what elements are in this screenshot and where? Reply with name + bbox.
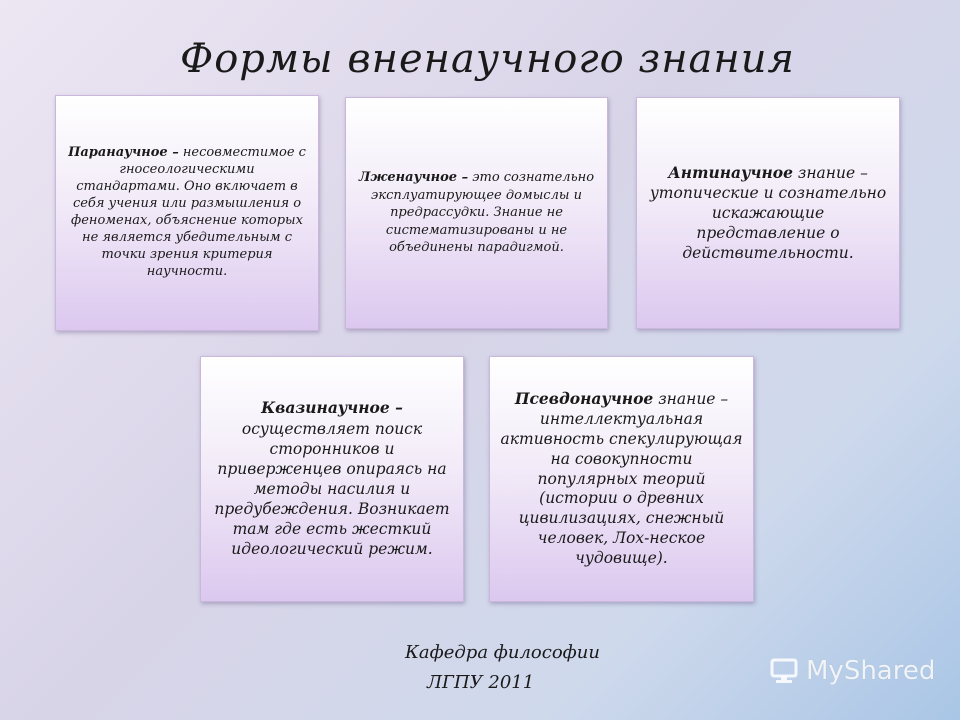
card-kvazinauchnoe — [200, 356, 464, 602]
card-text — [356, 169, 597, 257]
card-term: Квазинаучное – — [261, 398, 403, 418]
card-text — [211, 398, 453, 559]
card-description: осуществляет поиск сторонников и приверженцев опираясь на методы насилия и предубеждения. Возникает там где есть жесткий идеологический режим. — [214, 419, 450, 559]
card-antinauchnoe — [636, 97, 900, 329]
card-text — [66, 145, 308, 280]
footer-university-year: ЛГПУ 2011 — [427, 672, 535, 693]
slide-title: Формы вненаучного знания — [180, 36, 795, 82]
card-description: это сознательно эксплуатирующее домыслы и предрассудки. Знание не систематизированы и не объединены парадигмой. — [371, 170, 595, 256]
card-psevdonauchnoe — [489, 356, 754, 602]
card-term: Лженаучное – — [358, 170, 469, 186]
card-text — [500, 389, 743, 568]
card-term: Псевдонаучное — [514, 389, 654, 409]
footer-department: Кафедра философии — [405, 642, 600, 663]
card-description: знание – интеллектуальная активность спекулирующая на совокупности популярных теорий (истории о древних цивилизациях, снежный человек, Лох-неское чудовище). — [500, 390, 743, 567]
card-text — [647, 163, 889, 264]
watermark-logo — [770, 656, 935, 686]
card-description: знание – утопические и сознательно искажающие представление о действительности. — [649, 163, 887, 263]
monitor-icon — [770, 657, 800, 685]
card-term: Антинаучное — [668, 162, 793, 182]
card-paranauchnoe — [55, 95, 319, 331]
card-term: Паранаучное – — [68, 145, 179, 161]
card-lzhenauchnoe — [345, 97, 608, 329]
watermark-text: MyShared — [806, 656, 936, 686]
card-description: несовместимое с гносеологическими стандартами. Оно включает в себя учения или размышления о феноменах, объяснение которых не является убедительным с точки зрения критерия научности. — [71, 145, 306, 279]
